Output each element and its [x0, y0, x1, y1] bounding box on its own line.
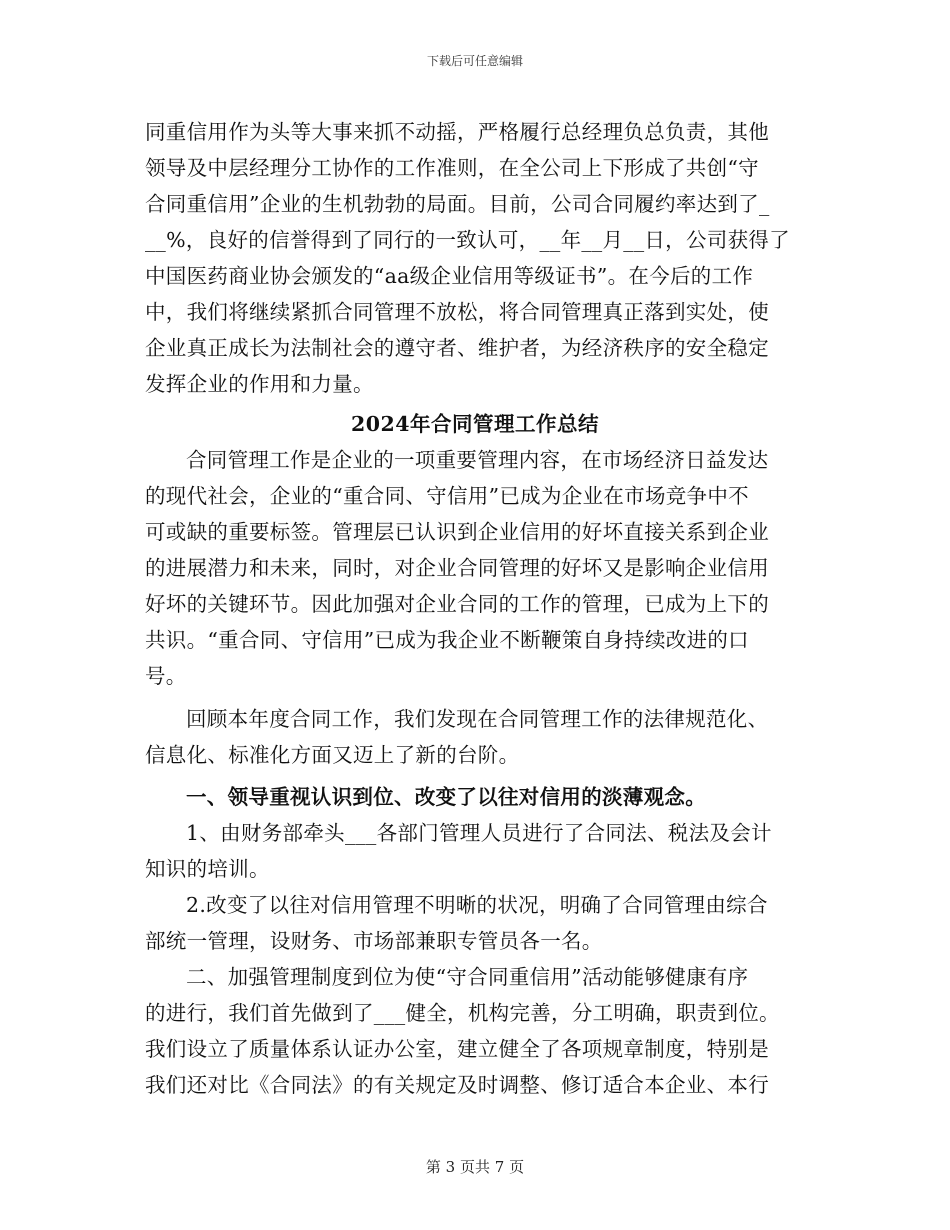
body-line: __%，良好的信誉得到了同行的一致认可，__年__月__日，公司获得了	[145, 228, 790, 252]
list-item-1: 1、由财务部牵头___各部门管理人员进行了合同法、税法及会计	[186, 821, 772, 845]
body-line: 合同重信用”企业的生机勃勃的局面。目前，公司合同履约率达到了_	[145, 192, 770, 216]
body-line: 我们设立了质量体系认证办公室，建立健全了各项规章制度，特别是	[145, 1037, 769, 1061]
paragraph-first-line: 回顾本年度合同工作，我们发现在合同管理工作的法律规范化、	[186, 707, 769, 731]
body-line: 我们还对比《合同法》的有关规定及时调整、修订适合本企业、本行	[145, 1073, 769, 1097]
page-number: 第 3 页共 7 页	[425, 1158, 525, 1176]
page-header: 下载后可任意编辑	[426, 54, 523, 68]
body-line: 中国医药商业协会颁发的“aa级企业信用等级证书”。在今后的工作	[145, 264, 754, 288]
body-line: 号。	[145, 664, 187, 688]
list-item-2: 2.改变了以往对信用管理不明晰的状况，明确了合同管理由综合	[186, 893, 768, 917]
section-heading-2: 二、加强管理制度到位为使“守合同重信用”活动能够健康有序	[186, 965, 749, 989]
body-line: 信息化、标准化方面又迈上了新的台阶。	[145, 743, 520, 767]
body-line: 的进行，我们首先做到了___健全，机构完善，分工明确，职责到位。	[145, 1001, 780, 1025]
body-line: 企业真正成长为法制社会的遵守者、维护者，为经济秩序的安全稳定	[145, 336, 769, 360]
section-heading-1: 一、领导重视认识到位、改变了以往对信用的淡薄观念。	[186, 785, 706, 809]
section-title: 2024年合同管理工作总结	[351, 412, 600, 436]
body-line: 的进展潜力和未来，同时，对企业合同管理的好坏又是影响企业信用	[145, 556, 769, 580]
paragraph-first-line: 合同管理工作是企业的一项重要管理内容，在市场经济日益发达	[186, 448, 769, 472]
body-line: 中，我们将继续紧抓合同管理不放松，将合同管理真正落到实处，使	[145, 300, 769, 324]
body-line: 可或缺的重要标签。管理层已认识到企业信用的好坏直接关系到企业	[145, 520, 769, 544]
body-line: 的现代社会，企业的“重合同、守信用”已成为企业在市场竞争中不	[145, 484, 749, 508]
body-line: 共识。“重合同、守信用”已成为我企业不断鞭策自身持续改进的口	[145, 628, 749, 652]
body-line: 部统一管理，设财务、市场部兼职专管员各一名。	[145, 929, 603, 953]
body-line: 领导及中层经理分工协作的工作准则，在全公司上下形成了共创“守	[145, 156, 759, 180]
body-line: 同重信用作为头等大事来抓不动摇，严格履行总经理负总负责，其他	[145, 120, 769, 144]
body-line: 发挥企业的作用和力量。	[145, 372, 374, 396]
body-line: 好坏的关键环节。因此加强对企业合同的工作的管理，已成为上下的	[145, 592, 769, 616]
body-line: 知识的培训。	[145, 857, 270, 881]
